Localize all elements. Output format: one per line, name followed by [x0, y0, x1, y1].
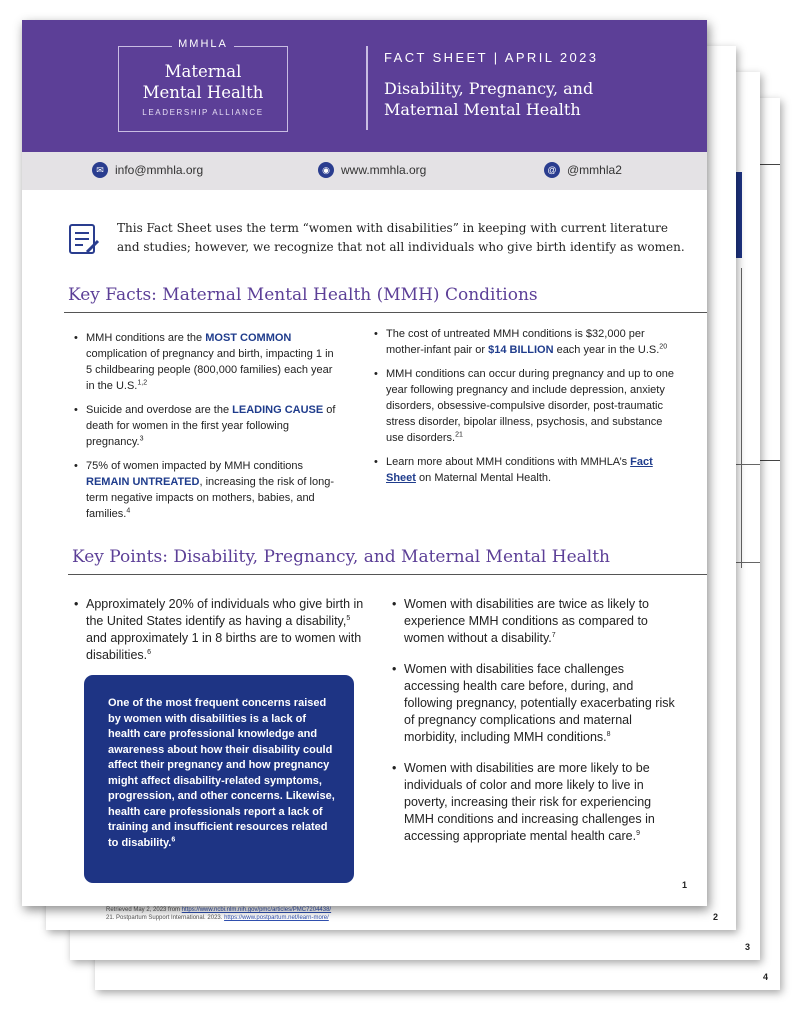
contact-email[interactable]: ✉ info@mmhla.org	[92, 162, 203, 178]
list-item: • Learn more about MMH conditions with MMHLA’s Fact Sheet on Maternal Mental Health.	[374, 454, 674, 486]
key-facts-right-list	[374, 326, 674, 494]
key-points-right-list	[392, 596, 682, 859]
list-item: • Women with disabilities face challenges accessing health care before, during, and following pregnancy, potentially exacerbating risk of pregnancy complications and maternal morbidity, including MMH conditions.$^8$	[392, 661, 682, 746]
page-number-3: 3	[744, 942, 750, 952]
page-number-1: 1	[682, 880, 688, 890]
key-facts-left-list	[74, 330, 342, 530]
footnote-retrieved: Retrieved May 2, 2023 from https://www.ncbi.nlm.nih.gov/pmc/articles/PMC7204438/	[106, 907, 332, 913]
callout-box	[84, 675, 354, 883]
fact-sheet-label: FACT SHEET | APRIL 2023	[384, 50, 599, 65]
globe-icon: ◉	[318, 162, 334, 178]
key-facts-rule	[64, 312, 707, 313]
list-item: • MMH conditions are the MOST COMMON complication of pregnancy and birth, impacting 1 in 5 childbearing people (800,000 families) each year in the U.S.$^{1,2}$	[74, 330, 342, 394]
list-item: • Suicide and overdose are the LEADING CAUSE of death for women in the first year following pregnancy.$^3$	[74, 402, 342, 450]
list-item: • Approximately 20% of individuals who give birth in the United States identify as having a disability,$^5$ and approximately 1 in 8 births are to women with disabilities.$^6$	[74, 596, 364, 664]
terminology-note: This Fact Sheet uses the term “women with disabilities” in keeping with current literature and studies; however, we recognize that not all individuals who give birth identify as women.	[117, 221, 685, 254]
footnotes	[106, 906, 331, 922]
contact-bar	[22, 152, 707, 190]
front-page	[22, 20, 707, 906]
list-item: • 75% of women impacted by MMH conditions REMAIN UNTREATED, increasing the risk of long-term negative impacts on mothers, babies, and families.$^4$	[74, 458, 342, 522]
contact-website[interactable]: ◉ www.mmhla.org	[318, 162, 426, 178]
header-divider	[366, 46, 368, 130]
header-banner	[22, 20, 707, 152]
logo-abbr: MMHLA	[172, 38, 234, 50]
fact-sheet-link[interactable]: Fact Sheet	[386, 456, 653, 484]
mmhla-logo	[118, 38, 288, 132]
key-points-rule	[68, 574, 707, 575]
contact-social[interactable]: @ @mmhla2	[544, 162, 622, 178]
list-item: • MMH conditions can occur during pregnancy and up to one year following pregnancy and include depression, anxiety disorders, obsessive-compulsive disorder, post-traumatic stress disorder, bipolar illness, psychosis, and substance use disorders.$^{21}$	[374, 366, 674, 446]
logo-subtitle: LEADERSHIP ALLIANCE	[142, 108, 264, 117]
footnote-retrieved-link[interactable]: https://www.ncbi.nlm.nih.gov/pmc/articles/PMC7204438/	[181, 907, 332, 913]
key-points-left-list	[74, 596, 364, 678]
page-number-4: 4	[762, 972, 768, 982]
key-facts-heading: Key Facts: Maternal Mental Health (MMH) Conditions	[68, 285, 538, 305]
list-item: • Women with disabilities are more likely to be individuals of color and more likely to live in poverty, increasing their risk for experiencing MMH conditions and increasing challenges in accessing appropriate mental health care.$^9$	[392, 760, 682, 845]
callout-text: One of the most frequent concerns raised by women with disabilities is a lack of health care professional knowledge and awareness about how their disability could affect their pregnancy and how pregnancy might affect disability-related symptoms, progression, and other concerns. Likewise, health care professionals report a lack of training and insufficient resources related to disability.$^6$	[108, 697, 335, 849]
footnote-21-link[interactable]: https://www.postpartum.net/learn-more/	[224, 915, 329, 921]
list-item: • Women with disabilities are twice as likely to experience MMH conditions as compared to women without a disability.$^7$	[392, 596, 682, 647]
envelope-icon: ✉	[92, 162, 108, 178]
at-sign-icon: @	[544, 162, 560, 178]
document-pencil-icon	[68, 222, 100, 256]
page-title: Disability, Pregnancy, and Maternal Mental Health	[384, 79, 594, 119]
page3-rule	[741, 268, 742, 568]
list-item: • The cost of untreated MMH conditions is $32,000 per mother-infant pair or $14 BILLION each year in the U.S.$^{20}$	[374, 326, 674, 358]
logo-name: Maternal Mental Health	[142, 62, 264, 102]
key-points-heading: Key Points: Disability, Pregnancy, and Maternal Mental Health	[72, 547, 611, 567]
page-number-2: 2	[712, 912, 718, 922]
footnote-21: 21. Postpartum Support International. 2023. https://www.postpartum.net/learn-more/	[106, 915, 329, 921]
